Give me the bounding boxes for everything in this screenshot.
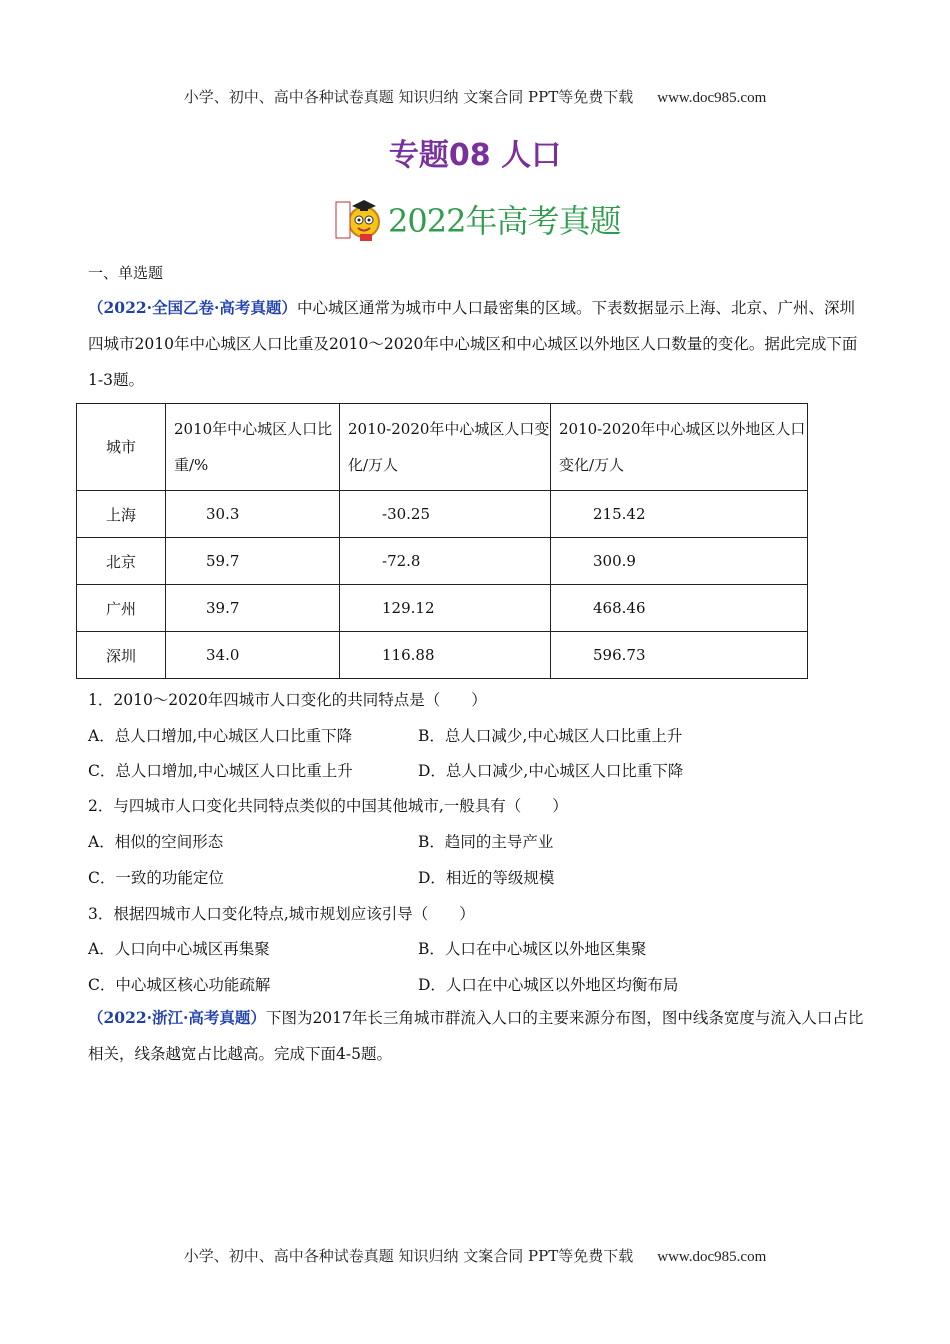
question-stem: 1．2010～2020年四城市人口变化的共同特点是（ ）	[88, 691, 487, 709]
page-header	[0, 86, 950, 107]
table-cell: 上海	[77, 491, 166, 538]
table-row	[77, 538, 808, 585]
intro-text: 下图为2017年长三角城市群流入人口的主要来源分布图，图中线条宽度与流入人口占比相关，线条越宽占比越高。完成下面4-5题。	[88, 1009, 864, 1063]
section-heading: 一、单选题	[88, 264, 164, 282]
table-cell: 59.7	[166, 538, 340, 585]
table-cell: -72.8	[340, 538, 551, 585]
table-cell: 深圳	[77, 632, 166, 679]
table-cell: 广州	[77, 585, 166, 632]
header-url[interactable]: www.doc985.com	[657, 90, 767, 106]
banner-text: 2022年高考真题	[388, 202, 621, 240]
question-source: （2022·浙江·高考真题）	[88, 1008, 266, 1027]
option-a: A．人口向中心城区再集聚	[88, 940, 270, 958]
table-cell: 300.9	[551, 538, 808, 585]
header-text: 小学、初中、高中各种试卷真题 知识归纳 文案合同 PPT等免费下载	[183, 88, 634, 106]
page-footer	[0, 1245, 950, 1266]
table-header-cell: 城市	[77, 404, 166, 491]
option-a: A．总人口增加,中心城区人口比重下降	[88, 727, 353, 745]
intro-text: 中心城区通常为城市中人口最密集的区域。下表数据显示上海、北京、广州、深圳四城市2010年中心城区人口比重及2010～2020年中心城区和中心城区以外地区人口数量的变化。据此完成下面1-3题。	[88, 299, 858, 389]
option-b: B．人口在中心城区以外地区集聚	[418, 940, 647, 958]
option-d: D．总人口减少,中心城区人口比重下降	[418, 762, 684, 780]
scholar-mascot-icon	[334, 196, 384, 242]
option-c: C．一致的功能定位	[88, 869, 224, 887]
question-stem: 2．与四城市人口变化共同特点类似的中国其他城市,一般具有（ ）	[88, 797, 568, 815]
table-header-cell: 2010年中心城区人口比重/%	[166, 404, 340, 491]
question-stem: 3．根据四城市人口变化特点,城市规划应该引导（ ）	[88, 905, 475, 923]
table-row	[77, 491, 808, 538]
option-c: C．总人口增加,中心城区人口比重上升	[88, 762, 353, 780]
footer-text: 小学、初中、高中各种试卷真题 知识归纳 文案合同 PPT等免费下载	[183, 1247, 634, 1265]
table-header-row	[77, 404, 808, 491]
intro-paragraph-1	[88, 290, 868, 398]
page-title: 专题08 人口	[388, 138, 562, 173]
option-a: A．相似的空间形态	[88, 833, 224, 851]
footer-url[interactable]: www.doc985.com	[657, 1249, 767, 1265]
table-cell: 34.0	[166, 632, 340, 679]
table-header-cell: 2010-2020年中心城区人口变化/万人	[340, 404, 551, 491]
option-c: C．中心城区核心功能疏解	[88, 976, 271, 994]
table-row	[77, 585, 808, 632]
option-d: D．相近的等级规模	[418, 869, 555, 887]
question-source: （2022·全国乙卷·高考真题）	[88, 298, 297, 317]
table-cell: 215.42	[551, 491, 808, 538]
table-cell: 30.3	[166, 491, 340, 538]
table-cell: 468.46	[551, 585, 808, 632]
table-cell: 116.88	[340, 632, 551, 679]
option-d: D．人口在中心城区以外地区均衡布局	[418, 976, 679, 994]
table-cell: 129.12	[340, 585, 551, 632]
table-row	[77, 632, 808, 679]
option-b: B．总人口减少,中心城区人口比重上升	[418, 727, 683, 745]
population-table	[76, 403, 808, 679]
banner	[334, 196, 620, 242]
option-b: B．趋同的主导产业	[418, 833, 554, 851]
table-cell: -30.25	[340, 491, 551, 538]
table-cell: 北京	[77, 538, 166, 585]
table-cell: 39.7	[166, 585, 340, 632]
table-header-cell: 2010-2020年中心城区以外地区人口变化/万人	[551, 404, 808, 491]
intro-paragraph-2	[88, 1000, 868, 1072]
table-cell: 596.73	[551, 632, 808, 679]
